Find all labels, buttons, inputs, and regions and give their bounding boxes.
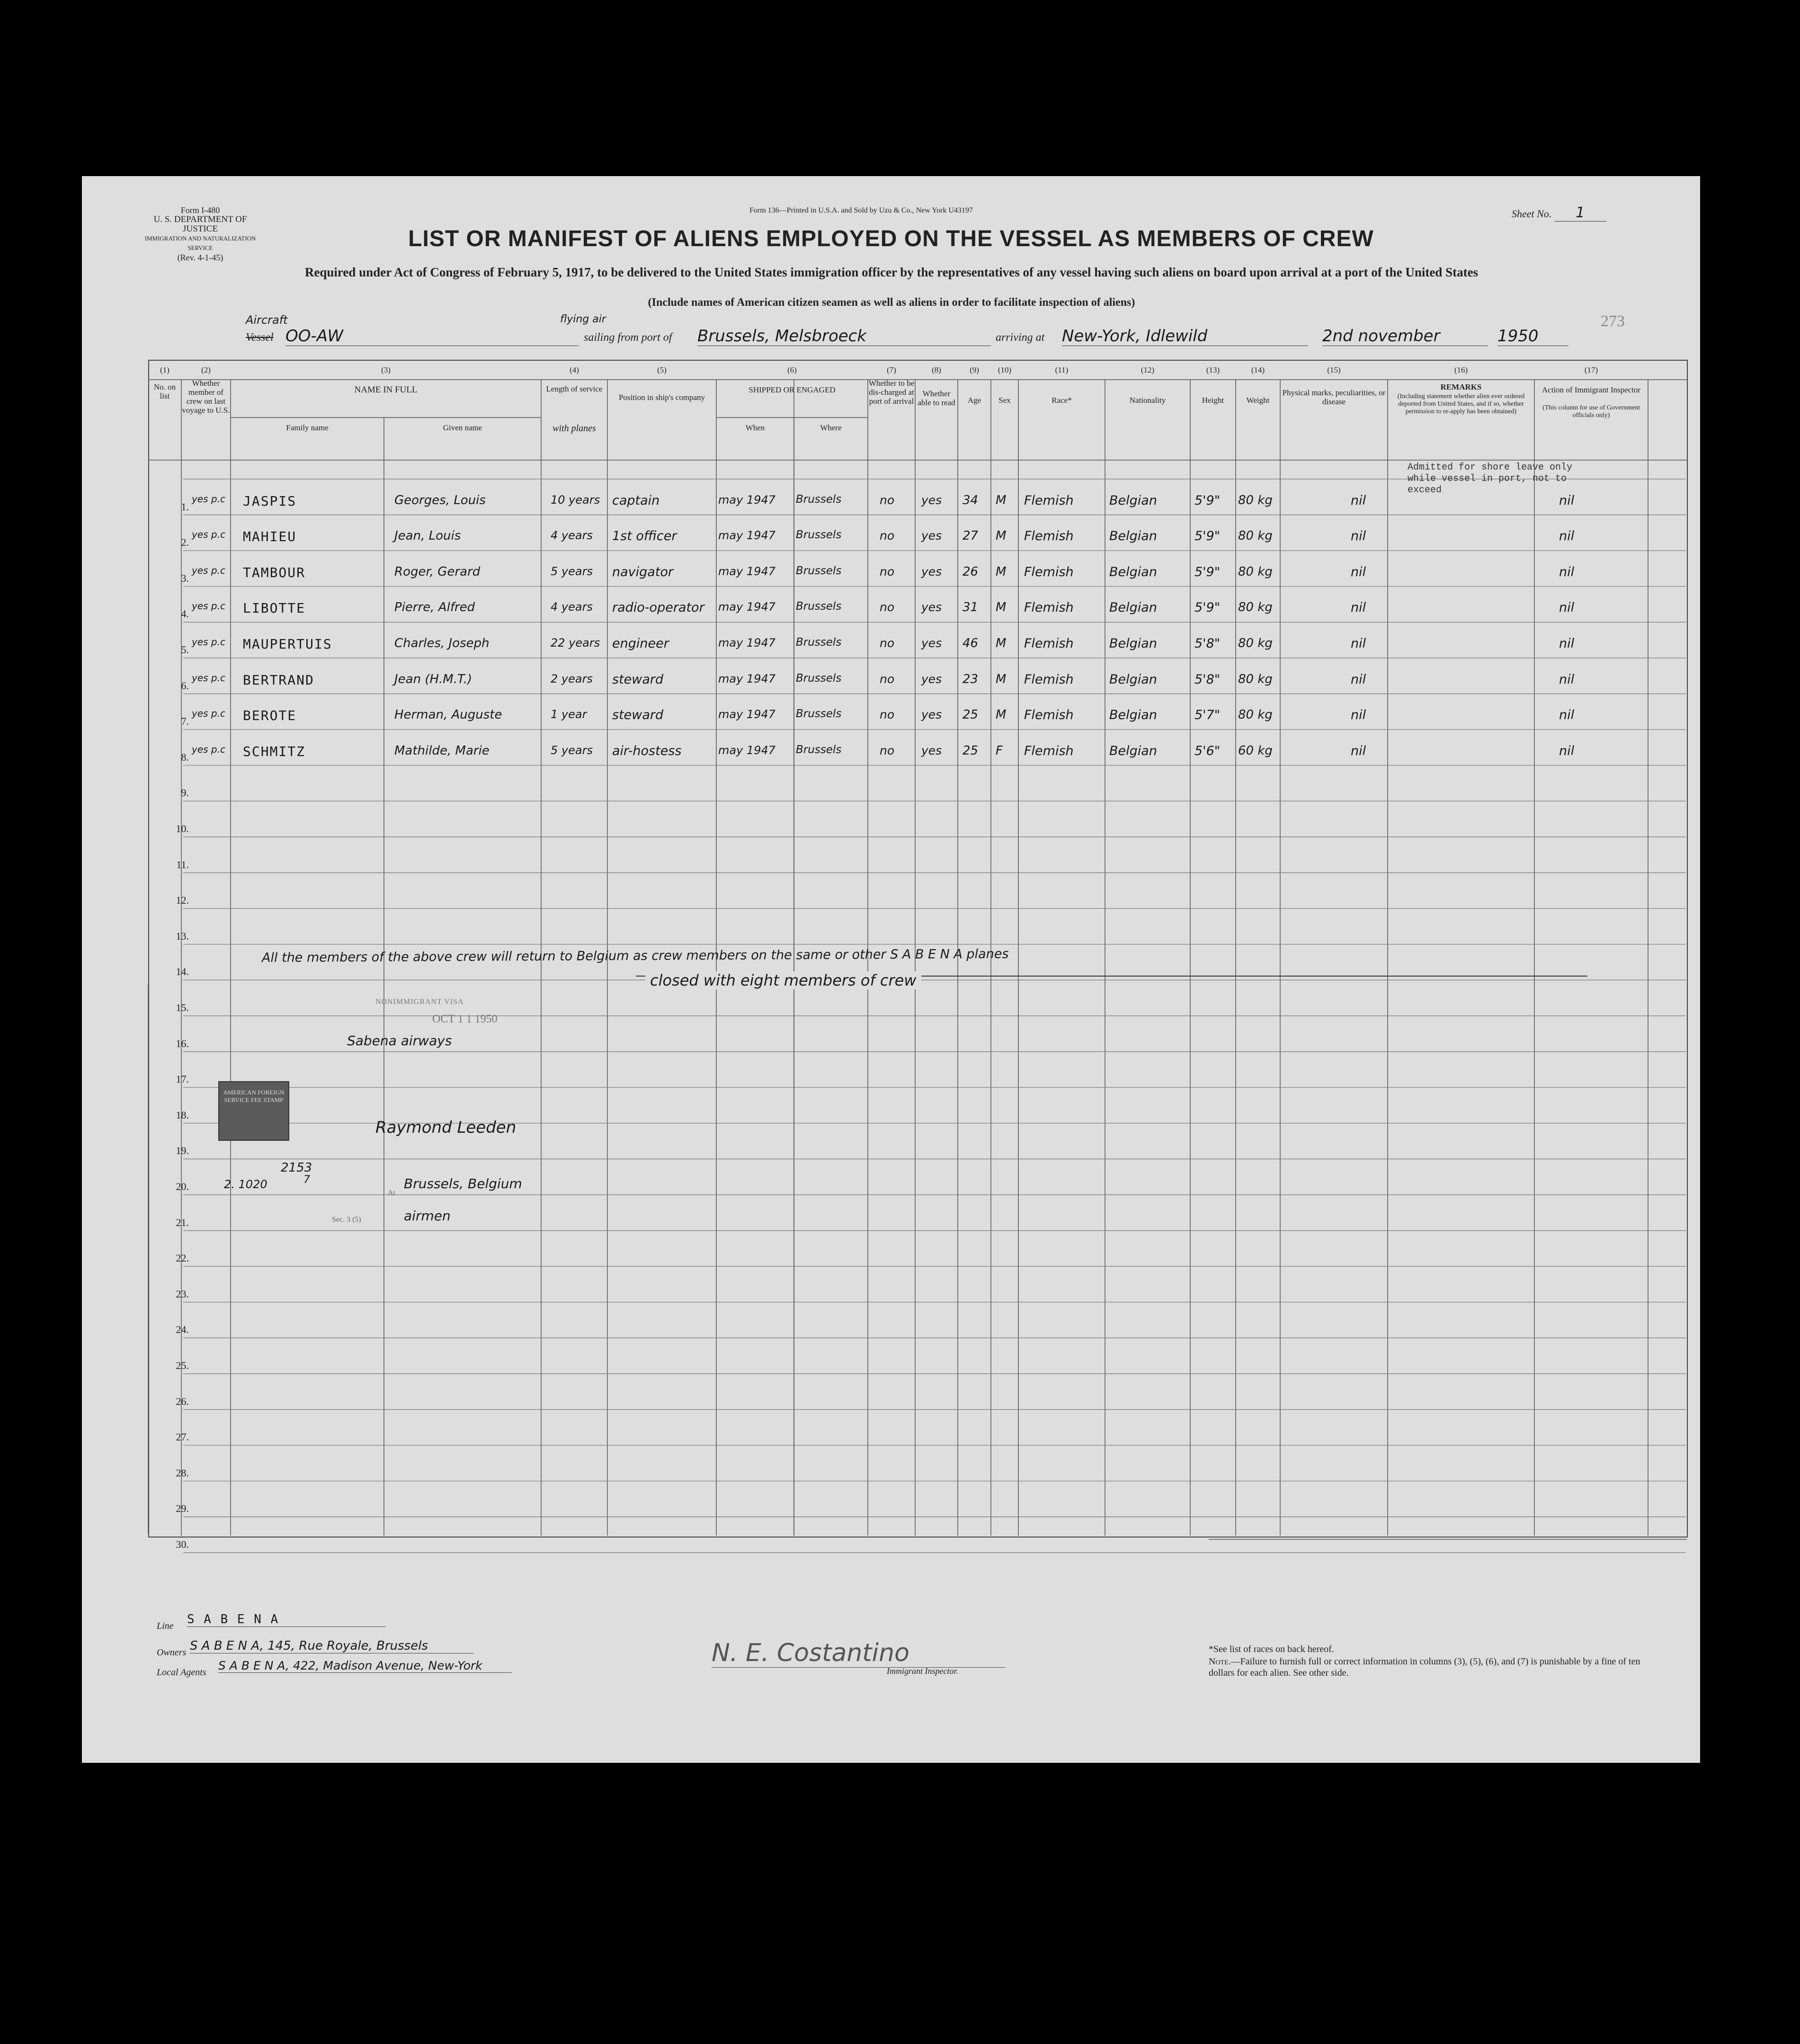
- crew-cell-sex: M: [996, 636, 1007, 650]
- col-header-weight: Weight: [1246, 396, 1270, 405]
- crew-cell-service: 22 years: [551, 636, 600, 649]
- visa-company: Sabena airways: [347, 1033, 452, 1049]
- page-title: LIST OR MANIFEST OF ALIENS EMPLOYED ON THE VESSEL AS MEMBERS OF CREW: [408, 226, 1374, 251]
- owners-value: S A B E N A, 145, Rue Royale, Brussels: [190, 1639, 474, 1653]
- col-header-discharged: Whether to be dis-charged at port of arrival: [868, 379, 915, 406]
- crew-cell-remarks: nil: [1559, 564, 1575, 579]
- crew-cell-weight: 80 kg: [1238, 493, 1273, 507]
- colnum-17: (17): [1584, 365, 1598, 374]
- crew-cell-age: 27: [962, 529, 979, 543]
- visa-signature: Raymond Leeden: [375, 1118, 517, 1137]
- row-number: 7.: [181, 715, 189, 728]
- crew-cell-sex: M: [996, 600, 1007, 615]
- crew-cell-family: MAHIEU: [243, 529, 297, 545]
- crew-cell-last: yes p.c: [192, 600, 225, 612]
- col-header-shipped: SHIPPED OR ENGAGED: [749, 385, 836, 394]
- arrival-year: 1950: [1497, 327, 1568, 346]
- crew-cell-family: MAUPERTUIS: [243, 636, 332, 652]
- colnum-13: (13): [1206, 365, 1220, 374]
- crew-cell-remarks: nil: [1559, 493, 1575, 508]
- crew-cell-when: may 1947: [718, 672, 775, 685]
- col-header-read: Whether able to read: [918, 389, 955, 407]
- crew-cell-last: yes p.c: [192, 564, 225, 576]
- row-number: 16.: [176, 1037, 189, 1049]
- crew-cell-service: 5 years: [551, 564, 593, 578]
- col-header-where: Where: [820, 423, 842, 432]
- crew-cell-family: LIBOTTE: [243, 600, 306, 616]
- sheet-label: Sheet No.: [1512, 208, 1552, 220]
- crew-cell-race: Flemish: [1024, 564, 1074, 579]
- row-number: 9.: [181, 787, 189, 799]
- colnum-6: (6): [787, 365, 797, 374]
- colnum-4: (4): [570, 365, 579, 374]
- crew-cell-race: Flemish: [1024, 636, 1074, 651]
- crew-cell-given: Mathilde, Marie: [394, 743, 490, 758]
- manifest-sheet: [82, 176, 1700, 1763]
- row-number: 1.: [181, 500, 189, 513]
- colnum-3: (3): [381, 365, 391, 374]
- colnum-2: (2): [201, 365, 211, 374]
- crew-cell-family: BEROTE: [243, 708, 297, 724]
- crew-cell-read: yes: [921, 600, 942, 614]
- crew-cell-nationality: Belgian: [1109, 493, 1157, 508]
- crew-cell-height: 5'7": [1194, 708, 1221, 723]
- crew-cell-weight: 80 kg: [1238, 564, 1273, 579]
- crew-cell-nationality: Belgian: [1109, 743, 1157, 758]
- crew-cell-family: BERTRAND: [243, 672, 314, 688]
- line-value: S A B E N A: [187, 1612, 386, 1627]
- col-header-action-note: (This column for use of Government officials only): [1542, 404, 1640, 419]
- colnum-5: (5): [657, 365, 667, 374]
- department-name: U. S. DEPARTMENT OF JUSTICE: [153, 214, 247, 234]
- crew-cell-weight: 60 kg: [1238, 743, 1273, 758]
- crew-cell-when: may 1947: [718, 708, 775, 721]
- row-number: 27.: [176, 1431, 189, 1443]
- crew-cell-race: Flemish: [1024, 600, 1074, 615]
- crew-cell-weight: 80 kg: [1238, 708, 1273, 722]
- col-header-family: Family name: [286, 423, 329, 432]
- row-number: 8.: [181, 751, 189, 763]
- row-number: 5.: [181, 644, 189, 656]
- col-header-physical: Physical marks, peculiarities, or disease: [1282, 388, 1386, 406]
- crew-cell-where: Brussels: [796, 672, 842, 684]
- crew-cell-remarks: nil: [1559, 636, 1575, 651]
- crew-cell-marks: nil: [1351, 529, 1366, 544]
- crew-cell-discharged: no: [880, 743, 895, 757]
- crew-cell-sex: F: [996, 743, 1003, 758]
- crew-cell-sex: M: [996, 708, 1007, 722]
- col-header-nationality: Nationality: [1129, 396, 1166, 405]
- colnum-1: (1): [160, 365, 169, 374]
- crew-cell-given: Roger, Gerard: [394, 564, 481, 579]
- crew-cell-position: navigator: [612, 564, 674, 579]
- crew-cell-where: Brussels: [796, 529, 842, 542]
- col-header-given: Given name: [443, 423, 482, 432]
- row-number: 26.: [176, 1395, 189, 1407]
- crew-cell-read: yes: [921, 564, 942, 578]
- crew-cell-position: steward: [612, 672, 664, 687]
- arrival-date: 2nd november: [1322, 327, 1488, 346]
- vessel-label: Vessel: [246, 331, 274, 344]
- owners-label: Owners: [157, 1647, 187, 1658]
- ref-number-1: 2153: [281, 1161, 312, 1175]
- crew-cell-marks: nil: [1351, 672, 1366, 687]
- visa-at-label: At: [388, 1189, 395, 1197]
- sheet-number: 1: [1554, 204, 1606, 222]
- agents-label: Local Agents: [157, 1667, 206, 1678]
- row-number: 13.: [176, 930, 189, 942]
- crew-cell-where: Brussels: [796, 636, 842, 649]
- ref-mark: 7: [303, 1174, 310, 1186]
- form-revision: (Rev. 4-1-45): [177, 253, 223, 262]
- crew-cell-marks: nil: [1351, 708, 1366, 723]
- crew-cell-service: 10 years: [551, 493, 600, 507]
- crew-cell-discharged: no: [880, 672, 895, 686]
- row-number: 23.: [176, 1288, 189, 1300]
- include-note: (Include names of American citizen seamen as well as aliens in order to facilitate inspection of aliens): [648, 296, 1135, 309]
- inspector-signature: N. E. Costantino: [712, 1639, 1005, 1668]
- penalty-note: [1209, 1656, 1663, 1679]
- crew-cell-race: Flemish: [1024, 708, 1074, 723]
- crew-cell-when: may 1947: [718, 743, 775, 757]
- crew-cell-position: steward: [612, 708, 664, 723]
- row-number: 21.: [176, 1216, 189, 1228]
- agents-value: S A B E N A, 422, Madison Avenue, New-York: [218, 1659, 512, 1673]
- crew-cell-nationality: Belgian: [1109, 600, 1157, 615]
- col-header-position: Position in ship's company: [618, 393, 705, 402]
- stamp-number: 273: [1601, 312, 1625, 330]
- crew-cell-height: 5'8": [1194, 672, 1221, 687]
- crew-cell-nationality: Belgian: [1109, 708, 1157, 723]
- col-header-height: Height: [1202, 396, 1224, 405]
- row-number: 22.: [176, 1252, 189, 1264]
- crew-cell-remarks: nil: [1559, 708, 1575, 723]
- crew-cell-remarks: nil: [1559, 672, 1575, 687]
- crew-cell-when: may 1947: [718, 529, 775, 542]
- crew-cell-discharged: no: [880, 529, 895, 543]
- row-number: 28.: [176, 1466, 189, 1479]
- crew-cell-position: air-hostess: [612, 743, 682, 758]
- visa-place: Brussels, Belgium: [404, 1176, 522, 1191]
- page-subtitle: Required under Act of Congress of February 5, 1917, to be delivered to the United States immigration officer by the representatives of any vessel having such aliens on board upon arrival at a port of the United States: [304, 265, 1479, 279]
- col-header-last-voyage: Whether member of crew on last voyage to U.S.: [182, 379, 230, 415]
- crew-cell-discharged: no: [880, 636, 895, 650]
- colnum-15: (15): [1327, 365, 1341, 374]
- fee-stamp: AMERICAN FOREIGN SERVICE FEE STAMP: [218, 1081, 289, 1141]
- crew-cell-remarks: nil: [1559, 529, 1575, 544]
- row-number: 3.: [181, 572, 189, 584]
- row-number: 10.: [176, 823, 189, 835]
- crew-cell-age: 31: [962, 600, 979, 615]
- crew-cell-service: 4 years: [551, 600, 593, 614]
- col-header-when: When: [745, 423, 765, 432]
- row-number: 29.: [176, 1502, 189, 1515]
- colnum-12: (12): [1141, 365, 1155, 374]
- crew-cell-service: 2 years: [551, 672, 593, 685]
- crew-cell-when: may 1947: [718, 636, 775, 649]
- crew-cell-race: Flemish: [1024, 529, 1074, 544]
- crew-cell-where: Brussels: [796, 564, 842, 577]
- crew-cell-read: yes: [921, 493, 942, 507]
- visa-class: airmen: [404, 1208, 451, 1224]
- row-number: 25.: [176, 1360, 189, 1371]
- row-number: 6.: [181, 679, 189, 692]
- crew-cell-weight: 80 kg: [1238, 529, 1273, 543]
- crew-cell-given: Herman, Auguste: [394, 708, 502, 722]
- crew-cell-age: 23: [962, 672, 979, 686]
- col-header-race: Race*: [1051, 396, 1072, 405]
- crew-cell-sex: M: [996, 672, 1007, 686]
- closing-note: closed with eight members of crew: [645, 971, 921, 989]
- printer-line: Form 136—Printed in U.S.A. and Sold by Uzu & Co., New York U43197: [749, 206, 973, 214]
- crew-cell-height: 5'9": [1194, 600, 1221, 615]
- crew-cell-read: yes: [921, 743, 942, 757]
- crew-cell-where: Brussels: [796, 493, 842, 506]
- sailing-correction: flying air: [560, 313, 606, 325]
- ref-number-2: 2. 1020: [224, 1178, 267, 1191]
- visa-header: NONIMMIGRANT VISA: [375, 998, 464, 1006]
- port-from-value: Brussels, Melsbroeck: [697, 327, 991, 346]
- crew-cell-family: JASPIS: [243, 493, 297, 509]
- crew-cell-weight: 80 kg: [1238, 672, 1273, 686]
- visa-section: Sec. 3 (5): [332, 1216, 361, 1224]
- crew-cell-age: 26: [962, 564, 979, 579]
- service-name: IMMIGRATION AND NATURALIZATION SERVICE: [144, 235, 256, 251]
- form-id: Form I-480: [180, 205, 220, 215]
- crew-cell-height: 5'6": [1194, 743, 1221, 758]
- colnum-14: (14): [1251, 365, 1265, 374]
- row-number: 14.: [176, 966, 189, 978]
- crew-cell-given: Charles, Joseph: [394, 636, 490, 650]
- crew-cell-service: 1 year: [551, 708, 587, 721]
- col-header-no: No. on list: [153, 382, 176, 400]
- crew-cell-sex: M: [996, 493, 1007, 507]
- crew-cell-read: yes: [921, 708, 942, 722]
- visa-date: OCT 1 1 1950: [432, 1013, 498, 1025]
- crew-cell-family: TAMBOUR: [243, 564, 306, 580]
- crew-cell-last: yes p.c: [192, 672, 225, 684]
- row-number: 11.: [176, 858, 189, 871]
- return-note: All the members of the above crew will return to Belgium as crew members on the same or other S A B E N A planes: [261, 946, 1009, 966]
- col-header-name: NAME IN FULL: [354, 385, 418, 395]
- row-number: 17.: [176, 1073, 189, 1085]
- note-text: —Failure to furnish full or correct information in columns (3), (5), (6), and (7) is punishable by a fine of ten dollars for each alien. See other side.: [1209, 1656, 1640, 1678]
- crew-cell-read: yes: [921, 636, 942, 650]
- row-number: 2.: [181, 536, 189, 549]
- arriving-label: arriving at: [996, 331, 1045, 344]
- crew-cell-when: may 1947: [718, 564, 775, 578]
- crew-cell-marks: nil: [1351, 600, 1366, 615]
- row-number: 4.: [181, 608, 189, 620]
- crew-cell-height: 5'8": [1194, 636, 1221, 651]
- crew-cell-read: yes: [921, 672, 942, 686]
- row-number: 15.: [176, 1002, 189, 1013]
- col-header-action: Action of Immigrant Inspector: [1542, 385, 1641, 394]
- admitted-stamp: Admitted for shore leave only while vessel in port, not to exceed: [1408, 462, 1573, 496]
- crew-cell-nationality: Belgian: [1109, 529, 1157, 544]
- crew-cell-marks: nil: [1351, 743, 1366, 758]
- inspector-label: Immigrant Inspector.: [887, 1666, 958, 1676]
- crew-cell-position: captain: [612, 493, 660, 508]
- crew-cell-age: 25: [962, 708, 979, 722]
- crew-cell-discharged: no: [880, 708, 895, 722]
- col-header-age: Age: [967, 396, 981, 405]
- col-header-sex: Sex: [998, 396, 1011, 405]
- crew-cell-family: SCHMITZ: [243, 743, 306, 759]
- crew-cell-nationality: Belgian: [1109, 564, 1157, 579]
- crew-cell-position: 1st officer: [612, 529, 677, 544]
- colnum-9: (9): [970, 365, 979, 374]
- crew-cell-last: yes p.c: [192, 529, 225, 541]
- crew-cell-position: radio-operator: [612, 600, 704, 615]
- row-number: 19.: [176, 1145, 189, 1157]
- crew-cell-last: yes p.c: [192, 493, 225, 505]
- row-number: 24.: [176, 1324, 189, 1336]
- colnum-10: (10): [998, 365, 1012, 374]
- colnum-16: (16): [1454, 365, 1468, 374]
- crew-cell-when: may 1947: [718, 600, 775, 614]
- col-header-remarks-note: (Including statement whether alien ever ordered deported from United States, and if so, whether permission to re-apply has been obtained): [1397, 393, 1525, 415]
- col-header-remarks: REMARKS: [1440, 382, 1482, 391]
- crew-cell-given: Pierre, Alfred: [394, 600, 475, 615]
- crew-cell-nationality: Belgian: [1109, 636, 1157, 651]
- crew-cell-nationality: Belgian: [1109, 672, 1157, 687]
- vessel-value: OO-AW: [285, 327, 579, 346]
- crew-cell-weight: 80 kg: [1238, 636, 1273, 650]
- line-label: Line: [157, 1621, 174, 1631]
- crew-cell-given: Georges, Louis: [394, 493, 486, 507]
- crew-cell-when: may 1947: [718, 493, 775, 507]
- crew-cell-service: 4 years: [551, 529, 593, 542]
- crew-cell-position: engineer: [612, 636, 669, 651]
- crew-cell-discharged: no: [880, 600, 895, 614]
- crew-cell-discharged: no: [880, 493, 895, 507]
- crew-cell-weight: 80 kg: [1238, 600, 1273, 615]
- crew-rows: [82, 176, 1700, 1763]
- row-number: 30.: [176, 1538, 189, 1550]
- note-label: Note.: [1209, 1656, 1231, 1667]
- crew-cell-remarks: nil: [1559, 743, 1575, 758]
- crew-cell-height: 5'9": [1194, 493, 1221, 508]
- arriving-at-value: New-York, Idlewild: [1062, 327, 1308, 346]
- crew-cell-marks: nil: [1351, 564, 1366, 579]
- col-header-service-note: with planes: [552, 423, 596, 434]
- crew-cell-race: Flemish: [1024, 493, 1074, 508]
- crew-cell-given: Jean (H.M.T.): [394, 672, 472, 686]
- crew-cell-last: yes p.c: [192, 743, 225, 755]
- colnum-7: (7): [887, 365, 896, 374]
- crew-cell-service: 5 years: [551, 743, 593, 757]
- crew-cell-marks: nil: [1351, 493, 1366, 508]
- crew-cell-remarks: nil: [1559, 600, 1575, 615]
- races-note: *See list of races on back hereof.: [1209, 1644, 1334, 1654]
- crew-cell-where: Brussels: [796, 708, 842, 720]
- crew-cell-height: 5'9": [1194, 564, 1221, 579]
- col-header-service: Length of service: [546, 384, 603, 393]
- crew-cell-height: 5'9": [1194, 529, 1221, 544]
- crew-cell-where: Brussels: [796, 743, 842, 756]
- colnum-8: (8): [932, 365, 941, 374]
- crew-cell-race: Flemish: [1024, 672, 1074, 687]
- crew-cell-last: yes p.c: [192, 636, 225, 648]
- crew-cell-age: 34: [962, 493, 979, 507]
- crew-cell-where: Brussels: [796, 600, 842, 613]
- row-number: 20.: [176, 1181, 189, 1192]
- row-number: 18.: [176, 1109, 189, 1121]
- crew-cell-marks: nil: [1351, 636, 1366, 651]
- crew-cell-race: Flemish: [1024, 743, 1074, 758]
- crew-cell-discharged: no: [880, 564, 895, 578]
- crew-cell-read: yes: [921, 529, 942, 543]
- sailing-label: sailing from port of: [584, 331, 672, 344]
- crew-cell-age: 46: [962, 636, 979, 650]
- crew-cell-sex: M: [996, 564, 1007, 579]
- crew-cell-last: yes p.c: [192, 708, 225, 720]
- crew-cell-age: 25: [962, 743, 979, 758]
- vessel-correction: Aircraft: [246, 313, 288, 327]
- crew-cell-given: Jean, Louis: [394, 529, 461, 543]
- row-number: 12.: [176, 894, 189, 906]
- crew-cell-sex: M: [996, 529, 1007, 543]
- colnum-11: (11): [1055, 365, 1069, 374]
